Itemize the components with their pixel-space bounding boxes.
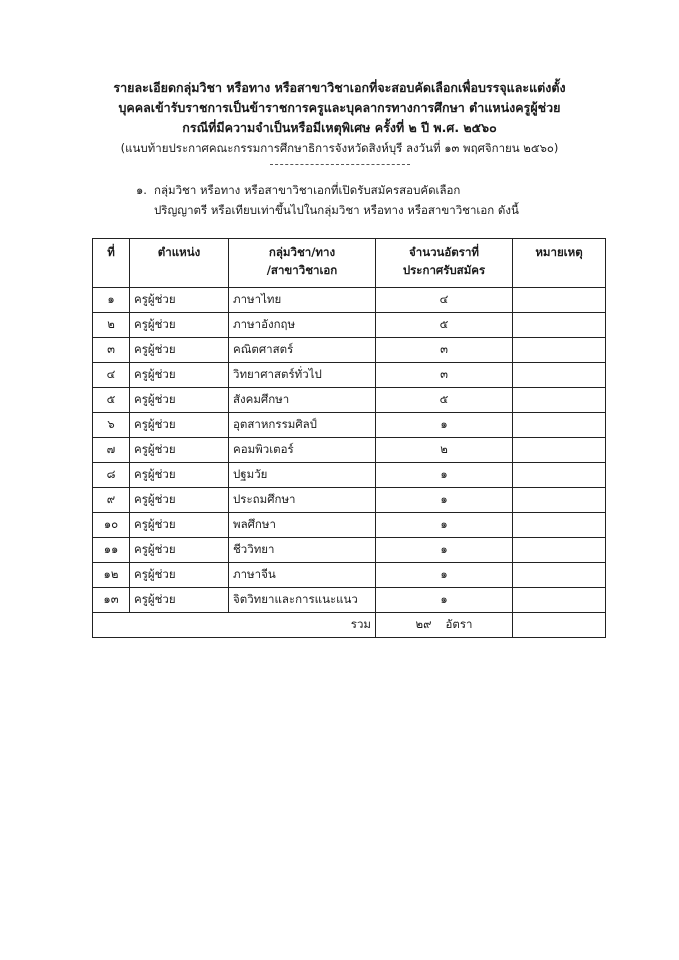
row-subject: คอมพิวเตอร์	[229, 438, 376, 463]
total-row	[93, 613, 606, 638]
header-count-line-2: ประกาศรับสมัคร	[402, 263, 486, 277]
table-row	[93, 413, 606, 438]
row-position: ครูผู้ช่วย	[130, 438, 229, 463]
intro-line-1: กลุ่มวิชา หรือทาง หรือสาขาวิชาเอกที่เปิดรับสมัครสอบคัดเลือก	[154, 183, 461, 197]
total-value-cell	[376, 613, 513, 638]
row-count: ๑	[376, 413, 513, 438]
row-position: ครูผู้ช่วย	[130, 363, 229, 388]
row-count: ๑	[376, 538, 513, 563]
row-no: ๘	[93, 463, 130, 488]
row-count: ๔	[376, 288, 513, 313]
row-subject: ภาษาอังกฤษ	[229, 313, 376, 338]
row-note	[513, 288, 606, 313]
row-subject: ชีววิทยา	[229, 538, 376, 563]
row-no: ๑๒	[93, 563, 130, 588]
row-no: ๗	[93, 438, 130, 463]
section-number: ๑.	[136, 183, 147, 197]
header-position: ตำแหน่ง	[130, 239, 229, 288]
row-no: ๑	[93, 288, 130, 313]
row-count: ๕	[376, 313, 513, 338]
table-row	[93, 313, 606, 338]
row-position: ครูผู้ช่วย	[130, 488, 229, 513]
row-no: ๑๐	[93, 513, 130, 538]
row-count: ๑	[376, 513, 513, 538]
table-row	[93, 588, 606, 613]
row-position: ครูผู้ช่วย	[130, 538, 229, 563]
positions-table	[92, 238, 606, 638]
row-position: ครูผู้ช่วย	[130, 388, 229, 413]
row-position: ครูผู้ช่วย	[130, 513, 229, 538]
row-count: ๑	[376, 463, 513, 488]
row-note	[513, 463, 606, 488]
total-label: รวม	[229, 613, 376, 638]
row-count: ๑	[376, 588, 513, 613]
header-count-line-1: จำนวนอัตราที่	[409, 245, 479, 259]
row-position: ครูผู้ช่วย	[130, 413, 229, 438]
table-row	[93, 513, 606, 538]
row-subject: สังคมศึกษา	[229, 388, 376, 413]
row-no: ๓	[93, 338, 130, 363]
row-no: ๔	[93, 363, 130, 388]
row-subject: พลศึกษา	[229, 513, 376, 538]
header-subject	[229, 239, 376, 288]
table-row	[93, 363, 606, 388]
row-note	[513, 363, 606, 388]
row-position: ครูผู้ช่วย	[130, 463, 229, 488]
table-row	[93, 538, 606, 563]
row-note	[513, 563, 606, 588]
row-subject: ภาษาไทย	[229, 288, 376, 313]
total-unit: อัตรา	[445, 617, 473, 631]
row-count: ๓	[376, 363, 513, 388]
row-position: ครูผู้ช่วย	[130, 338, 229, 363]
row-subject: ภาษาจีน	[229, 563, 376, 588]
row-no: ๕	[93, 388, 130, 413]
row-count: ๑	[376, 488, 513, 513]
row-subject: ประถมศึกษา	[229, 488, 376, 513]
row-position: ครูผู้ช่วย	[130, 563, 229, 588]
table-header-row	[93, 239, 606, 288]
row-position: ครูผู้ช่วย	[130, 313, 229, 338]
header-subject-line-1: กลุ่มวิชา/ทาง	[268, 245, 336, 259]
row-position: ครูผู้ช่วย	[130, 288, 229, 313]
row-note	[513, 438, 606, 463]
total-value: ๒๙	[415, 617, 432, 631]
table-row	[93, 288, 606, 313]
row-note	[513, 413, 606, 438]
header-count	[376, 239, 513, 288]
row-count: ๑	[376, 563, 513, 588]
row-note	[513, 513, 606, 538]
document-header	[0, 78, 679, 165]
table-row	[93, 338, 606, 363]
intro-line-2: ปริญญาตรี หรือเทียบเท่าขึ้นไปในกลุ่มวิชา หรือทาง หรือสาขาวิชาเอก ดังนี้	[154, 203, 519, 217]
row-note	[513, 388, 606, 413]
row-count: ๕	[376, 388, 513, 413]
divider-rule	[270, 164, 410, 165]
total-spacer-1	[93, 613, 130, 638]
row-count: ๓	[376, 338, 513, 363]
row-note	[513, 488, 606, 513]
table-row	[93, 488, 606, 513]
row-no: ๑๑	[93, 538, 130, 563]
title-line-3: กรณีที่มีความจำเป็นหรือมีเหตุพิเศษ ครั้งที่ ๒ ปี พ.ศ. ๒๕๖๐	[182, 120, 497, 135]
intro-section	[136, 180, 519, 220]
row-no: ๒	[93, 313, 130, 338]
row-note	[513, 588, 606, 613]
row-note	[513, 538, 606, 563]
row-subject: จิตวิทยาและการแนะแนว	[229, 588, 376, 613]
total-note	[513, 613, 606, 638]
table-row	[93, 563, 606, 588]
row-note	[513, 338, 606, 363]
row-no: ๑๓	[93, 588, 130, 613]
title-line-2: บุคคลเข้ารับราชการเป็นข้าราชการครูและบุคลากรทางการศึกษา ตำแหน่งครูผู้ช่วย	[118, 100, 561, 115]
table-row	[93, 388, 606, 413]
header-note: หมายเหตุ	[513, 239, 606, 288]
row-subject: อุตสาหกรรมศิลป์	[229, 413, 376, 438]
header-subject-line-2: /สาขาวิชาเอก	[266, 263, 338, 277]
title-line-1: รายละเอียดกลุ่มวิชา หรือทาง หรือสาขาวิชาเอกที่จะสอบคัดเลือกเพื่อบรรจุและแต่งตั้ง	[113, 80, 566, 95]
row-subject: คณิตศาสตร์	[229, 338, 376, 363]
row-no: ๖	[93, 413, 130, 438]
total-spacer-2	[130, 613, 229, 638]
row-note	[513, 313, 606, 338]
header-no: ที่	[93, 239, 130, 288]
row-count: ๒	[376, 438, 513, 463]
table-row	[93, 438, 606, 463]
attachment-subtitle: (แนบท้ายประกาศคณะกรรมการศึกษาธิการจังหวัดสิงห์บุรี ลงวันที่ ๑๓ พฤศจิกายน ๒๕๖๐)	[120, 141, 559, 155]
table-body	[93, 288, 606, 613]
row-subject: ปฐมวัย	[229, 463, 376, 488]
row-no: ๙	[93, 488, 130, 513]
row-position: ครูผู้ช่วย	[130, 588, 229, 613]
table-row	[93, 463, 606, 488]
row-subject: วิทยาศาสตร์ทั่วไป	[229, 363, 376, 388]
